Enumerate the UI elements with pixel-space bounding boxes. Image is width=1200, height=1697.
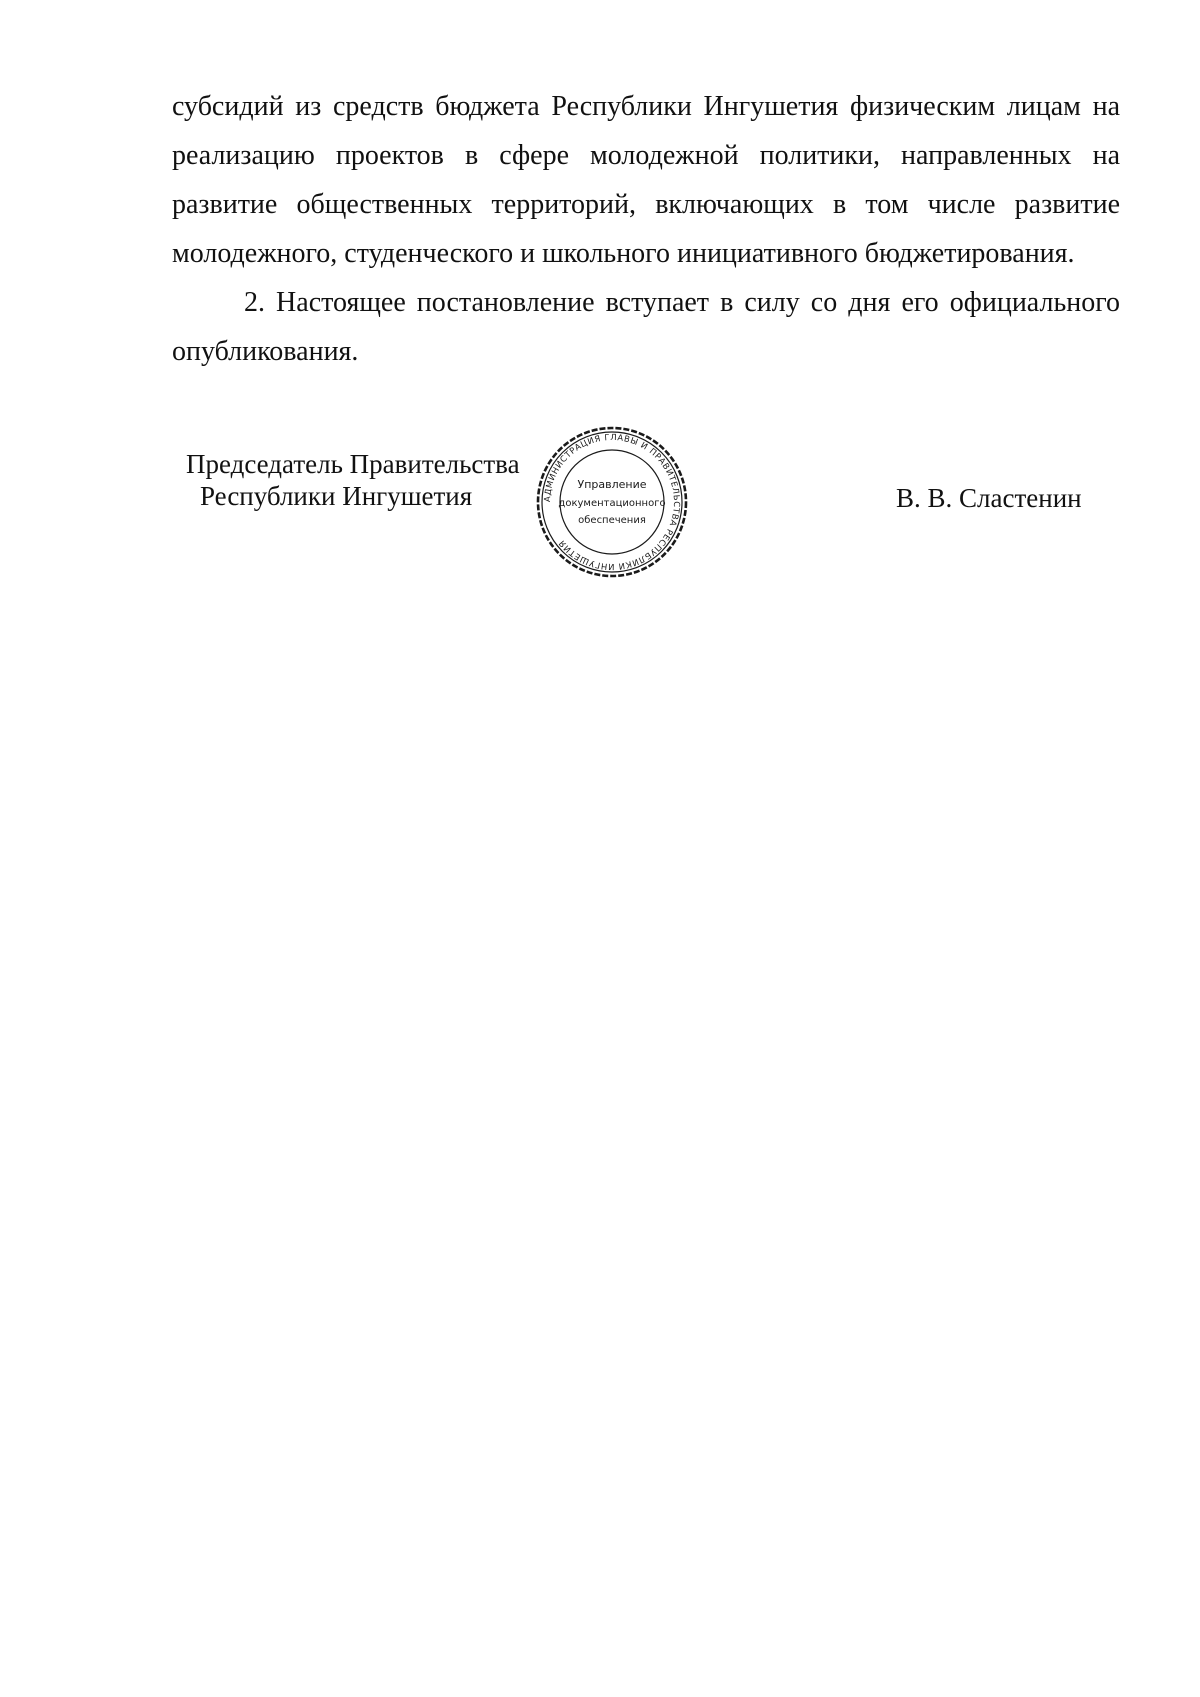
signatory-title-line1: Председатель Правительства (186, 449, 520, 479)
official-seal (532, 422, 692, 582)
seal-center-line3: обеспечения (578, 515, 646, 526)
signatory-name: В. В. Сластенин (896, 483, 1082, 513)
paragraph-continuation: субсидий из средств бюджета Республики Ингушетия физическим лицам на реализацию проектов в сфере молодежной политики, направленных на развитие общественных территорий, включающих в том числе развитие молодежного, студенческого и школьного инициативного бюджетирования. (172, 91, 1120, 269)
seal-center-line1: Управление (577, 478, 647, 491)
document-body (172, 82, 1120, 376)
seal-center-line2: документационного (558, 498, 666, 509)
signatory-title-line2: Республики Ингушетия (200, 481, 473, 511)
seal-ring-text: АДМИНИСТРАЦИЯ ГЛАВЫ И ПРАВИТЕЛЬСТВА РЕСПУБЛИКИ ИНГУШЕТИЯ (541, 431, 683, 573)
paragraph-effective-date: 2. Настоящее постановление вступает в силу со дня его официального опубликования. (172, 287, 1120, 367)
seal-graphic (532, 422, 692, 582)
signatory-title (186, 448, 546, 512)
